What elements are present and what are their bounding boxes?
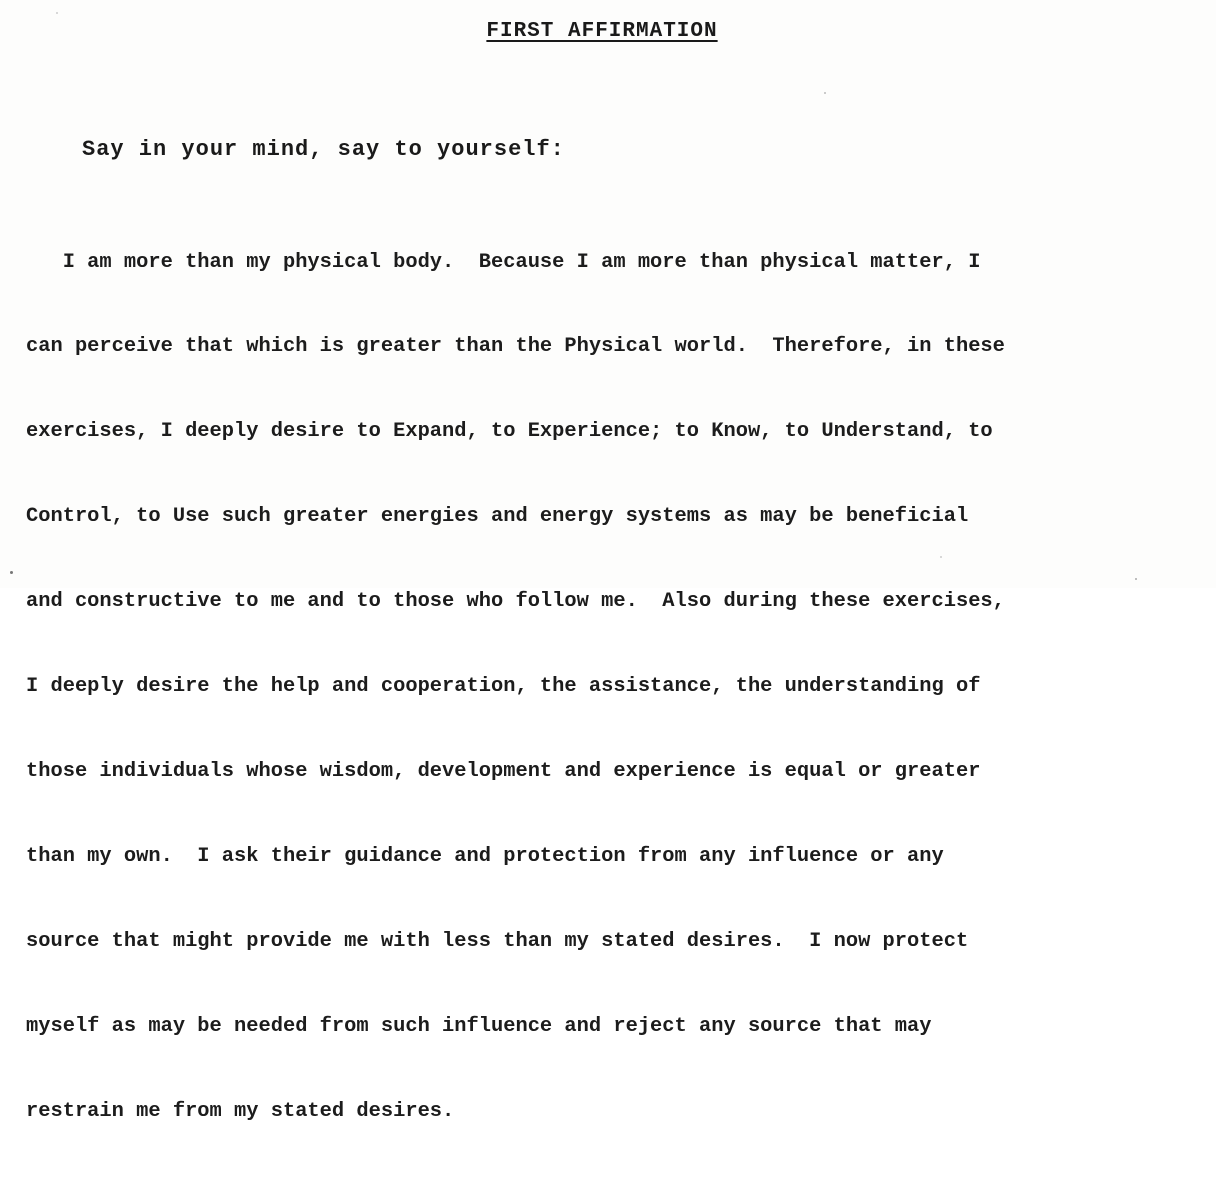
scan-speck (940, 556, 942, 558)
paragraph-line: Control, to Use such greater energies and energy systems as may be beneficial (26, 505, 969, 529)
paragraph-line: those individuals whose wisdom, development and experience is equal or greater (26, 759, 981, 783)
paragraph-line: I deeply desire the help and cooperation, the assistance, the understanding of (26, 675, 981, 699)
paragraph-line: and constructive to me and to those who follow me. Also during these exercises, (26, 590, 1005, 614)
paragraph-line: exercises, I deeply desire to Expand, to Experience; to Know, to Understand, to (26, 420, 993, 444)
paragraph-line: can perceive that which is greater than the Physical world. Therefore, in these (26, 335, 1005, 359)
paragraph-line: myself as may be needed from such influence and reject any source that may (26, 1014, 932, 1038)
document-title: FIRST AFFIRMATION (486, 20, 718, 43)
paragraph-line: than my own. I ask their guidance and protection from any influence or any (26, 844, 944, 868)
intro-line: Say in your mind, say to yourself: (82, 137, 565, 162)
affirmation-paragraph (26, 192, 1176, 1182)
paragraph-line: I am more than my physical body. Because I am more than physical matter, I (26, 250, 981, 274)
scan-speck (824, 92, 826, 94)
paragraph-line: restrain me from my stated desires. (26, 1099, 455, 1123)
scan-speck (1135, 578, 1137, 580)
scan-speck (56, 12, 58, 14)
paragraph-line: source that might provide me with less than my stated desires. I now protect (26, 929, 969, 953)
scan-speck (10, 571, 13, 574)
